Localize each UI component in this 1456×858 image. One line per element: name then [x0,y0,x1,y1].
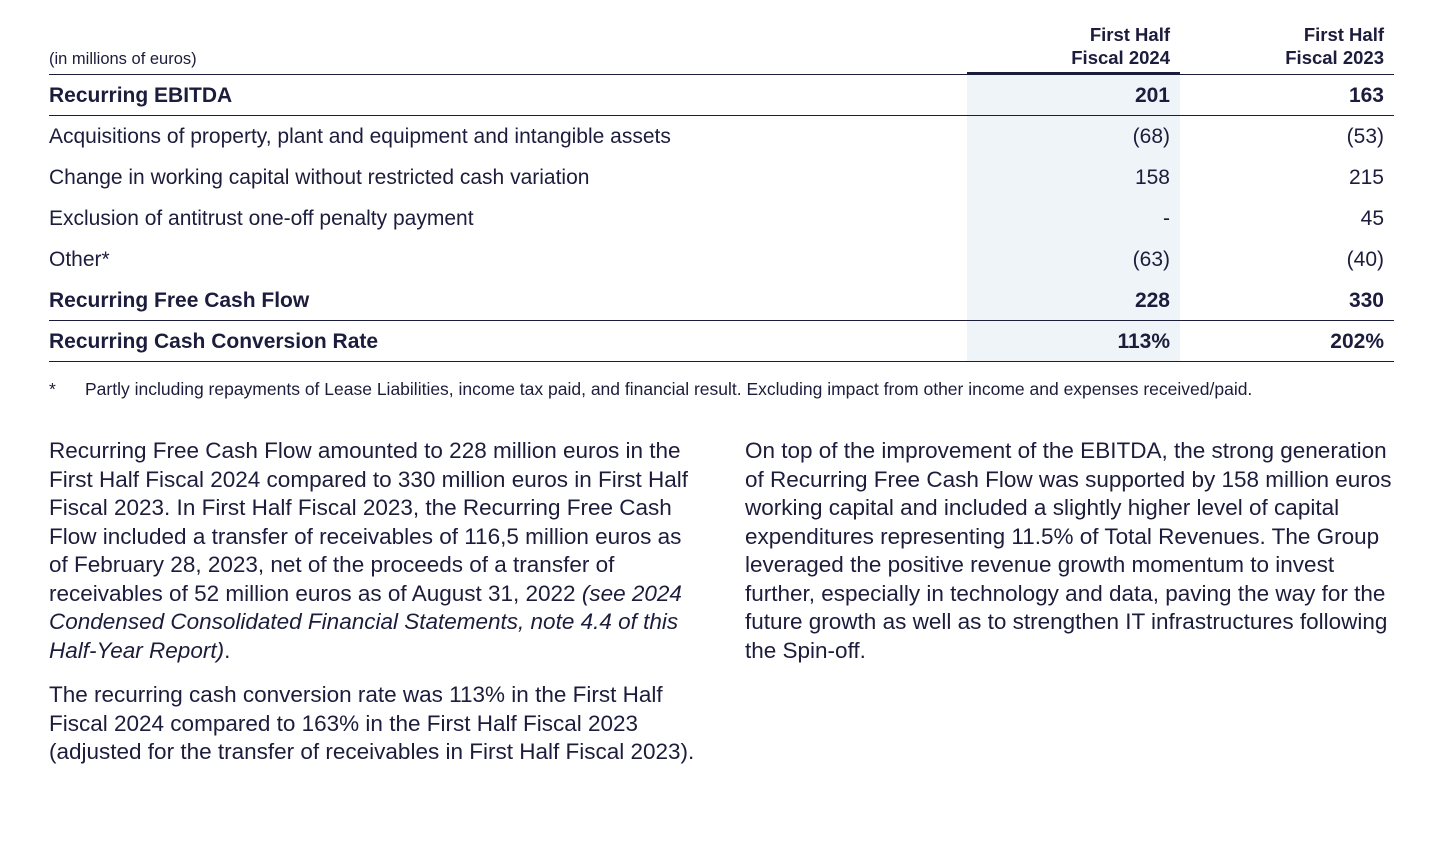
cell-fiscal-2024: 228 [1134,288,1170,312]
cash-flow-table [49,22,1394,362]
cross-reference: (see 2024 Condensed Consolidated Financial Statements, note 4.4 of this Half-Year Report) [49,580,682,663]
table-row-working-capital [49,157,1394,198]
cell-fiscal-2023: (40) [1346,247,1384,271]
unit-label: (in millions of euros) [49,50,197,68]
paragraph-conversion-rate: The recurring cash conversion rate was 113% in the First Half Fiscal 2024 compared to 163% in the First Half Fiscal 2023 (adjusted for the transfer of receivables in First Half Fiscal 2023). [49,682,695,764]
cell-fiscal-2023: 215 [1348,165,1384,189]
cell-fiscal-2024: (63) [1132,247,1170,271]
column-header-fiscal-2024: First Half Fiscal 2024 [1071,24,1170,68]
column-header-fiscal-2023: First Half Fiscal 2023 [1285,24,1384,68]
cell-fiscal-2024: 158 [1134,165,1170,189]
row-label: Recurring Cash Conversion Rate [49,329,379,353]
row-label: Exclusion of antitrust one-off penalty payment [49,206,474,230]
cell-fiscal-2024: (68) [1132,124,1170,148]
cell-fiscal-2024: 201 [1134,83,1170,107]
cell-fiscal-2023: 330 [1348,288,1384,312]
cell-fiscal-2023: 163 [1348,83,1384,107]
row-label: Recurring Free Cash Flow [49,288,310,312]
table-header [49,22,1394,75]
table-row-recurring-free-cash-flow [49,280,1394,321]
cell-fiscal-2024: - [1163,206,1170,230]
cell-fiscal-2023: 45 [1360,206,1384,230]
table-row-cash-conversion-rate [49,321,1394,362]
paragraph-free-cash-flow: Recurring Free Cash Flow amounted to 228 million euros in the First Half Fiscal 2024 compared to 330 million euros in First Half Fiscal 2023. In First Half Fiscal 2023, the Recurring Free Cash Flow included a transfer of receivables of 116,5 million euros as of February 28, 2023, net of the proceeds of a transfer of receivables of 52 million euros as of August 31, 2022 (see 2024 Condensed Consolidated Financial Statements, note 4.4 of this Half-Year Report). [49,438,688,663]
cell-fiscal-2023: (53) [1346,124,1384,148]
paragraph-ebitda-improvement: On top of the improvement of the EBITDA, the strong generation of Recurring Free Cash Flow was supported by 158 million euros working capital and included a slightly higher level of capital expenditures representing 11.5% of Total Revenues. The Group leveraged the positive revenue growth momentum to invest further, especially in technology and data, paving the way for the future growth as well as to strengthen IT infrastructures following the Spin-off. [745,438,1392,663]
cell-fiscal-2024: 113% [1117,329,1170,353]
row-label: Acquisitions of property, plant and equipment and intangible assets [49,124,671,148]
commentary-columns [49,437,1394,837]
footnote-text: Partly including repayments of Lease Liabilities, income tax paid, and financial result. Excluding impact from other income and expenses received/paid. [85,379,1253,399]
row-label: Change in working capital without restricted cash variation [49,165,590,189]
table-row-recurring-ebitda [49,75,1394,116]
row-label: Recurring EBITDA [49,83,233,107]
table-footnote [49,378,1394,401]
table-row-other [49,239,1394,280]
right-column [745,437,1395,681]
table-row-acquisitions [49,116,1394,157]
table-row-antitrust-exclusion [49,198,1394,239]
footnote-marker: * [49,379,56,399]
document-page [49,0,1394,837]
left-column [49,437,699,783]
row-label: Other* [49,247,110,271]
cell-fiscal-2023: 202% [1330,329,1384,353]
